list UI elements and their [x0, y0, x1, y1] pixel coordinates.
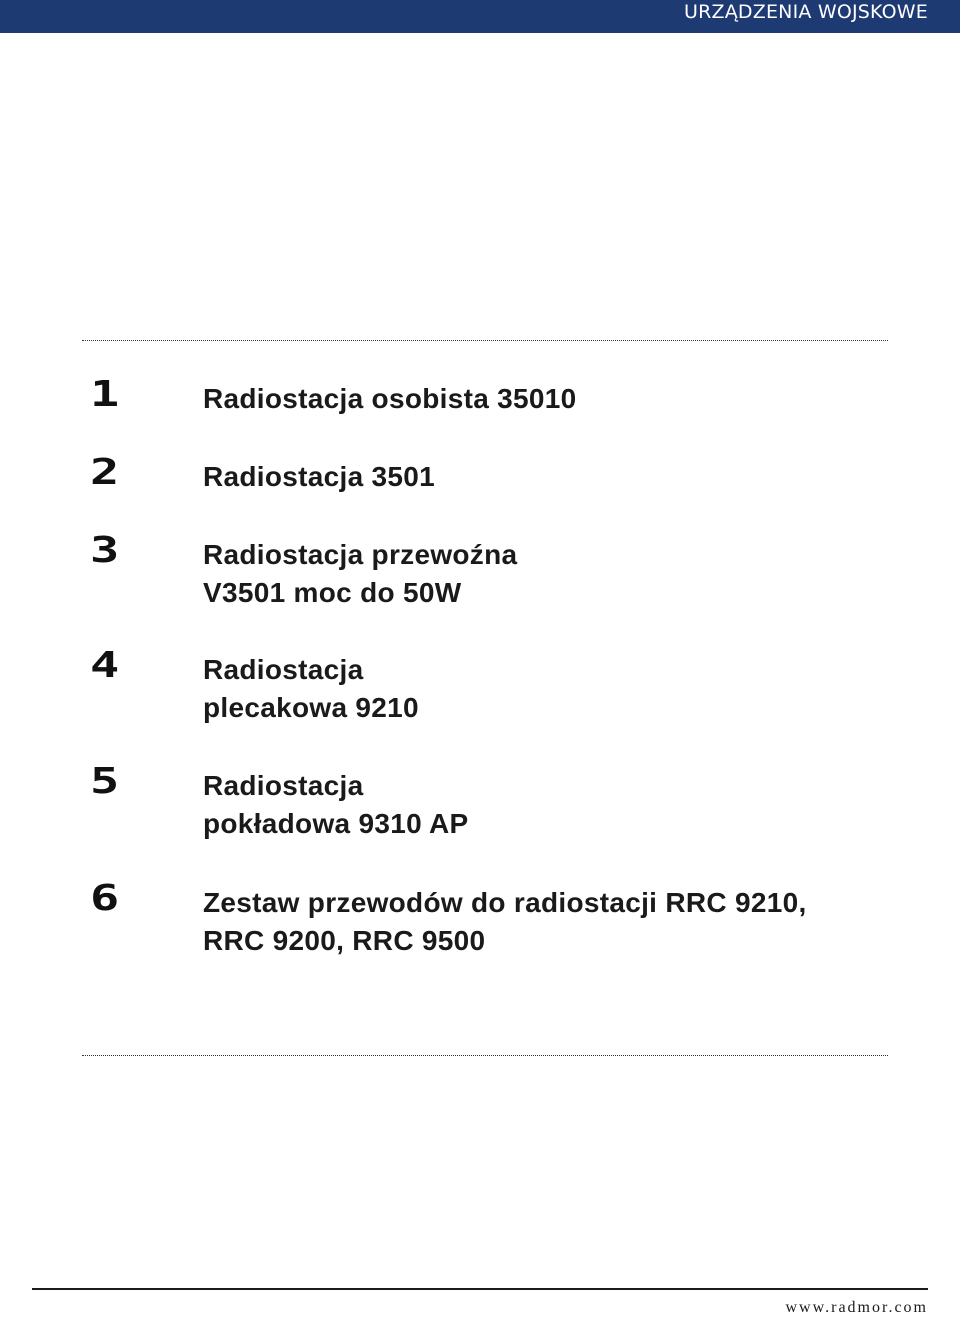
item-title-line: RRC 9200, RRC 9500 [203, 925, 486, 956]
item-number: 4 [90, 645, 120, 686]
footer-website: www.radmor.com [785, 1299, 928, 1316]
item-title-line: Radiostacja przewoźna [203, 539, 518, 570]
item-title [203, 380, 577, 418]
item-title-line: Radiostacja 3501 [203, 461, 436, 492]
item-number: 5 [90, 761, 120, 802]
item-title [203, 458, 435, 496]
item-title-line: pokładowa 9310 AP [203, 808, 469, 839]
item-title [203, 651, 419, 727]
item-title-line: V3501 moc do 50W [203, 577, 462, 608]
item-number: 2 [90, 452, 120, 493]
item-title [203, 767, 469, 843]
top-dotted-divider [82, 340, 888, 341]
section-header-bar [0, 0, 960, 33]
item-title-line: Radiostacja [203, 654, 364, 685]
item-title-line: Radiostacja [203, 770, 364, 801]
item-number: 6 [90, 878, 120, 919]
item-number: 3 [90, 530, 120, 571]
footer-divider [32, 1288, 928, 1290]
bottom-dotted-divider [82, 1055, 888, 1056]
item-number: 1 [90, 374, 120, 415]
item-title [203, 536, 517, 612]
item-title-line: Zestaw przewodów do radiostacji RRC 9210, [203, 887, 807, 918]
item-title-line: Radiostacja osobista 35010 [203, 383, 577, 414]
item-title [203, 884, 807, 960]
section-title: URZĄDZENIA WOJSKOWE [684, 1, 928, 23]
item-title-line: plecakowa 9210 [203, 692, 419, 723]
